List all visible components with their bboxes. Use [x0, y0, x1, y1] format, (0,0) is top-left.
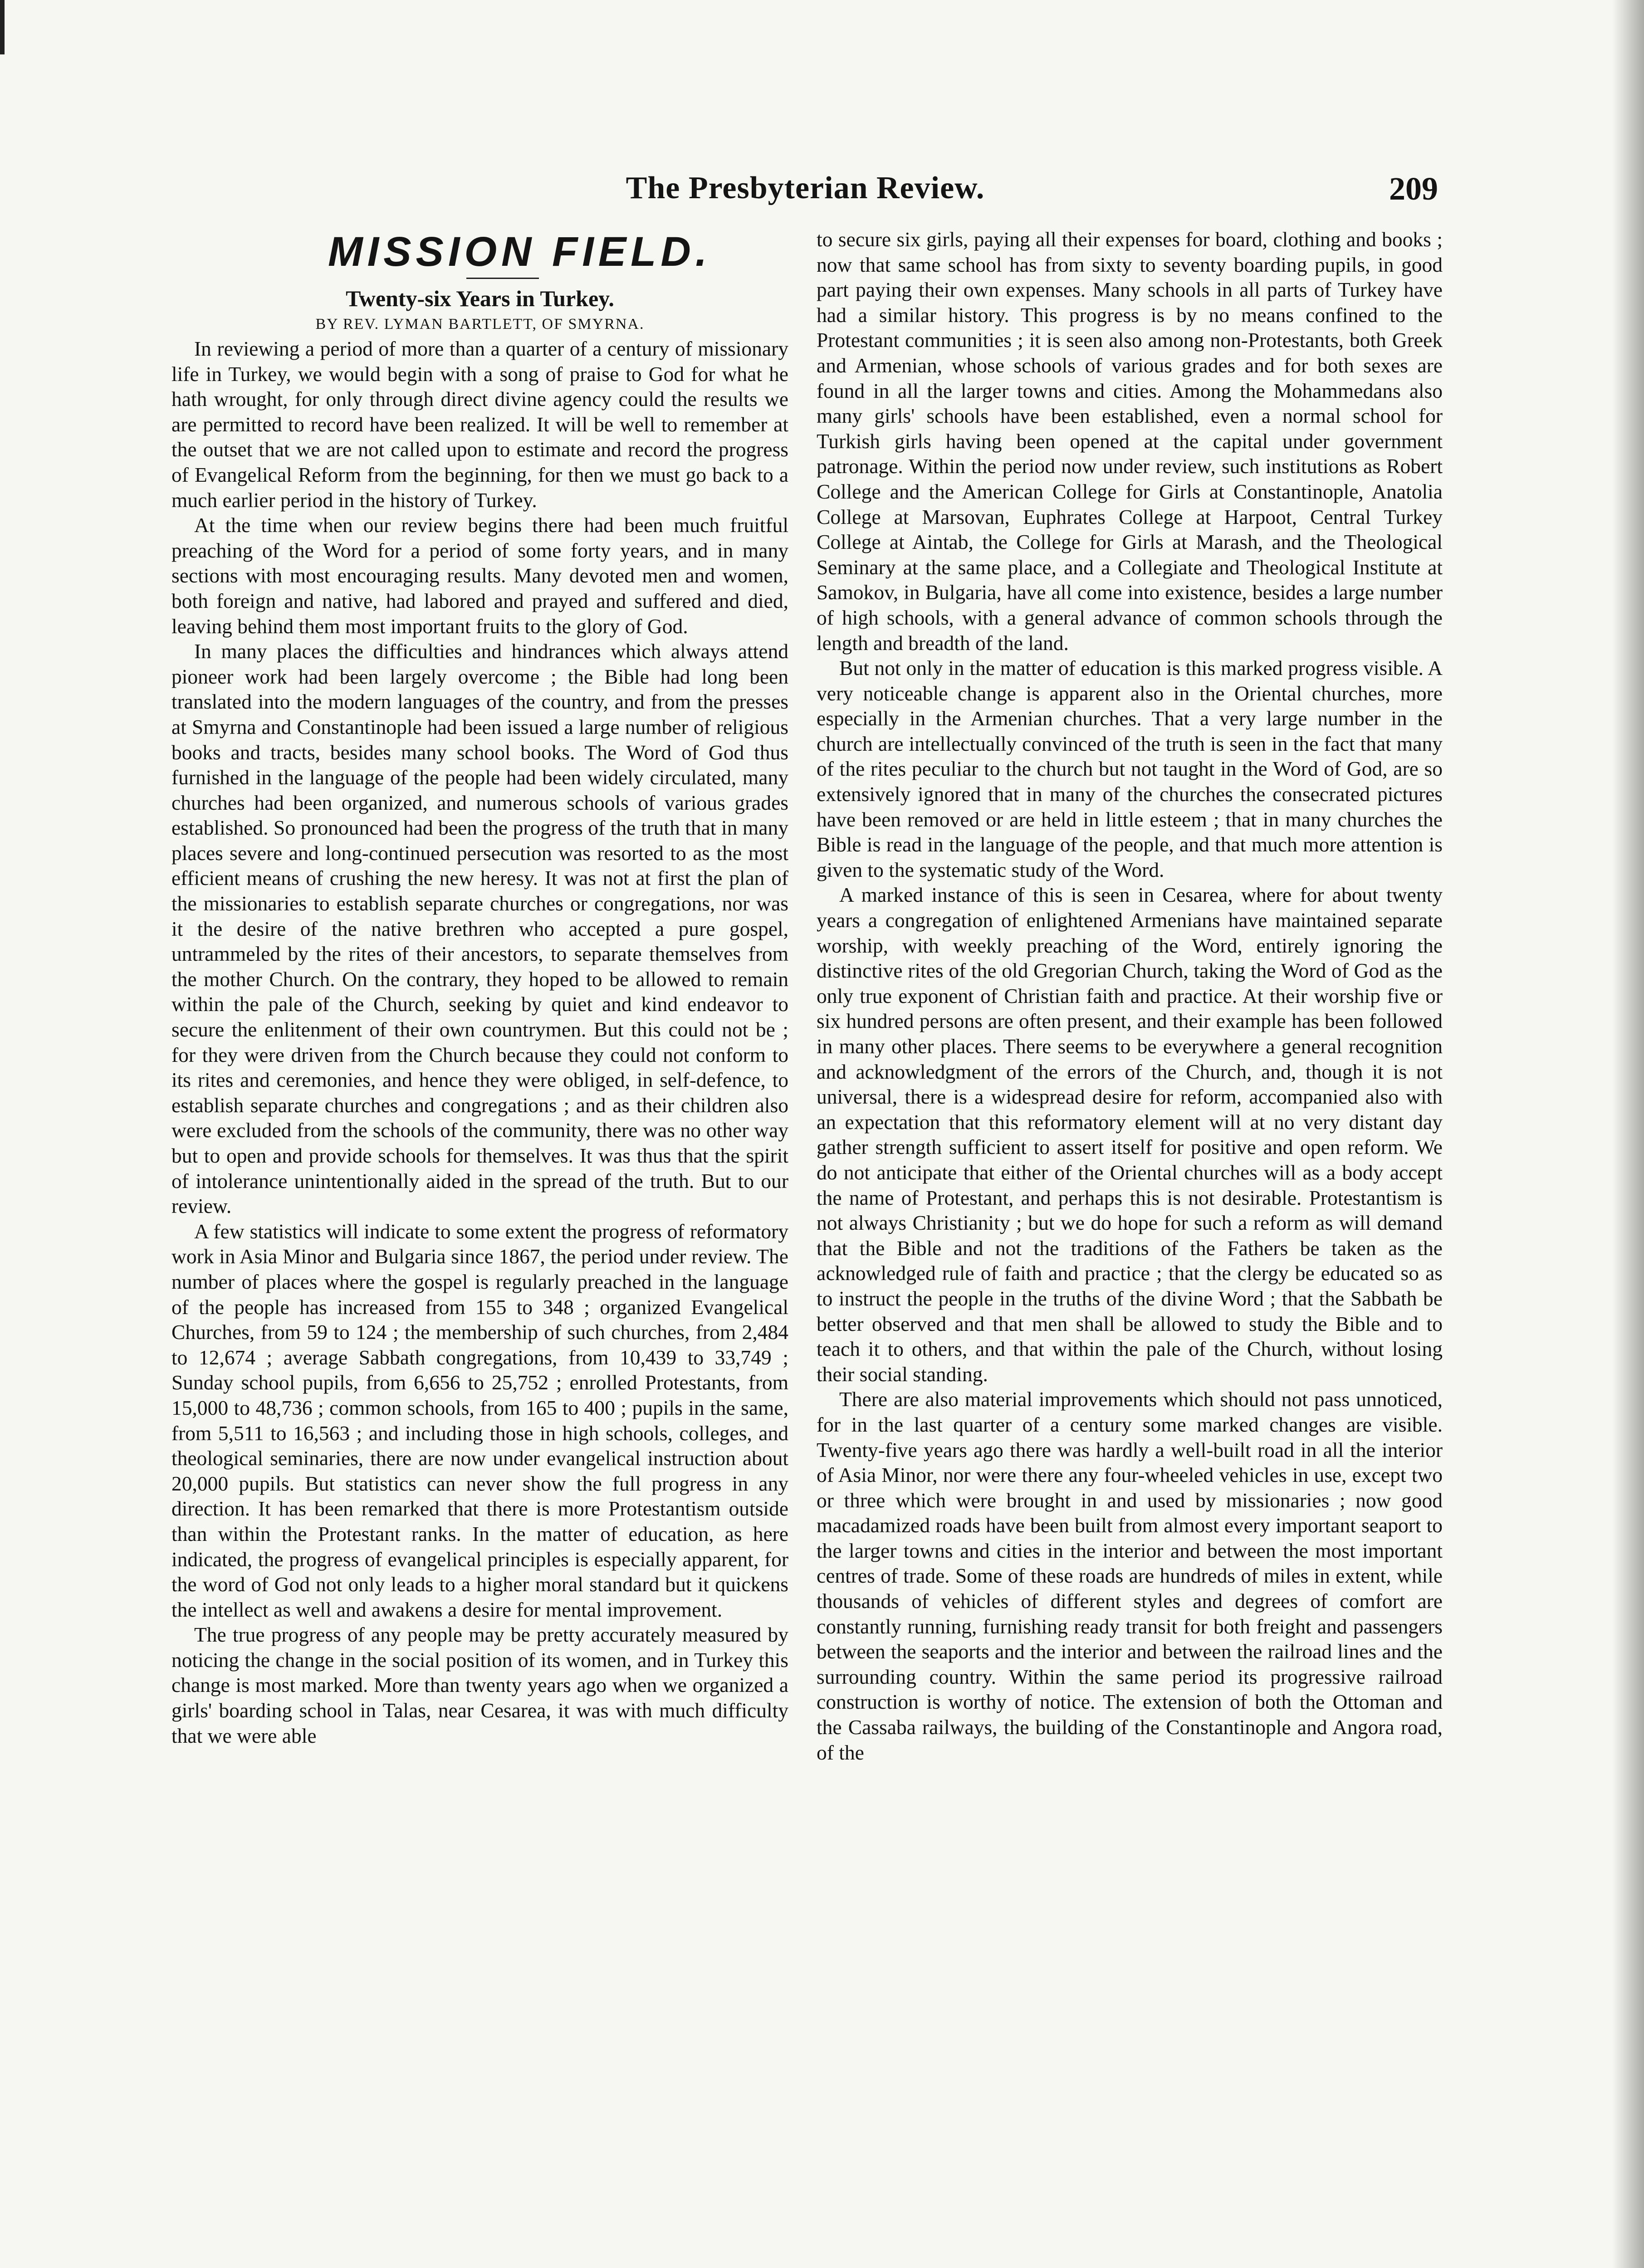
- left-column: [171, 227, 788, 1748]
- running-title: The Presbyterian Review.: [626, 171, 985, 205]
- paragraph: to secure six girls, paying all their expenses for board, clothing and books ; now that same school has from sixty to seventy boarding pupils, in good part paying their own expenses. Many schools in all parts of Turkey have had a similar history. This progress is by no means confined to the Protestant communities ; it is seen also among non-Protestants, both Greek and Armenian, whose schools of various grades and for both sexes are found in all the larger towns and cities. Among the Mohammedans also many girls' schools have been established, even a normal school for Turkish girls having been opened at the capital under government patronage. Within the period now under review, such institutions as Robert College and the American College for Girls at Constantinople, Anatolia College at Marsovan, Euphrates College at Harpoot, Central Turkey College at Aintab, the College for Girls at Marash, and the Theological Seminary at the same place, and a Collegiate and Theological Institute at Samokov, in Bulgaria, have all come into existence, besides a large number of high schools, with a general advance of common schools through the length and breadth of the land.: [817, 228, 1443, 655]
- title-rule: [466, 278, 539, 279]
- paragraph: A marked instance of this is seen in Cesarea, where for about twenty years a congregation of enlightened Armenians have maintained separate worship, with weekly preaching of the Word, entirely ignoring the distinctive rites of the old Gregorian Church, taking the Word of God as the only true exponent of Christian faith and practice. At their worship five or six hundred persons are often present, and their example has been followed in many other places. There seems to be everywhere a general recognition and acknowledgment of the errors of the Church, and, though it is not universal, there is a widespread desire for reform, accompanied also with an expectation that this reformatory element will at no very distant day gather strength sufficient to assert itself for positive and open reform. We do not anticipate that either of the Oriental churches will as a body accept the name of Protestant, and perhaps this is not desirable. Protestantism is not always Christianity ; but we do hope for such a reform as will demand that the Bible and not the traditions of the Fathers be taken as the acknowledged rule of faith and practice ; that the clergy be educated so as to instruct the people in the truths of the divine Word ; that the Sabbath be better observed and that men shall be allowed to study the Bible and to teach it to others, and that within the pale of the Church, without losing their social standing.: [817, 883, 1443, 1386]
- paragraph: At the time when our review begins there had been much fruitful preaching of the Word for a period of some forty years, and in many sections with most encouraging results. Many devoted men and women, both foreign and native, had labored and prayed and suffered and died, leaving behind them most important fruits to the glory of God.: [171, 513, 788, 638]
- page-header: [172, 170, 1438, 215]
- article-title: Twenty-six Years in Turkey.: [346, 286, 614, 311]
- scan-edge-left: [0, 0, 5, 54]
- page-number: 209: [1389, 171, 1438, 207]
- right-column: [817, 227, 1443, 1765]
- section-title: MISSION FIELD.: [328, 229, 712, 275]
- paragraph: The true progress of any people may be pretty accurately measured by noticing the change in the social position of its women, and in Turkey this change is most marked. More than twenty years ago when we organized a girls' boarding school in Talas, near Cesarea, it was with much difficulty that we were able: [171, 1623, 788, 1747]
- scan-edge-right: [1612, 0, 1644, 2268]
- paragraph: In reviewing a period of more than a quarter of a century of missionary life in Turkey, we would begin with a song of praise to God for what he hath wrought, for only through direct divine agency could the results we are permitted to record have been realized. It will be well to remember at the outset that we are not called upon to estimate and record the progress of Evangelical Reform from the beginning, for then we must go back to a much earlier period in the history of Turkey.: [171, 337, 788, 512]
- paragraph: In many places the difficulties and hindrances which always attend pioneer work had been largely overcome ; the Bible had long been translated into the modern languages of the country, and from the presses at Smyrna and Constantinople had been issued a large number of religious books and tracts, besides many school books. The Word of God thus furnished in the language of the people had been widely circulated, many churches had been organized, and numerous schools of various grades established. So pronounced had been the progress of the truth that in many places severe and long-continued persecution was resorted to as the most efficient means of crushing the new heresy. It was not at first the plan of the missionaries to establish separate churches or congregations, nor was it the desire of the native brethren who accepted a pure gospel, untrammeled by the rites of their ancestors, to separate themselves from the mother Church. On the contrary, they hoped to be allowed to remain within the pale of the Church, seeking by quiet and kind endeavor to secure the enlitenment of their own countrymen. But this could not be ; for they were driven from the Church because they could not conform to its rites and ceremonies, and hence they were obliged, in self-defence, to establish separate churches and congregations ; and as their children also were excluded from the schools of the community, there was no other way but to open and provide schools for themselves. It was thus that the spirit of intolerance unintentionally aided in the spread of the truth. But to our review.: [171, 640, 788, 1218]
- paragraph: A few statistics will indicate to some extent the progress of reformatory work in Asia Minor and Bulgaria since 1867, the period under review. The number of places where the gospel is regularly preached in the language of the people has increased from 155 to 348 ; organized Evangelical Churches, from 59 to 124 ; the membership of such churches, from 2,484 to 12,674 ; average Sabbath congregations, from 10,439 to 33,749 ; Sunday school pupils, from 6,656 to 25,752 ; enrolled Protestants, from 15,000 to 48,736 ; common schools, from 165 to 400 ; pupils in the same, from 5,511 to 16,563 ; and including those in high schools, colleges, and theological seminaries, there are now under evangelical instruction about 20,000 pupils. But statistics can never show the full progress in any direction. It has been remarked that there is more Protestantism outside than within the Protestant ranks. In the matter of education, as here indicated, the progress of evangelical principles is especially apparent, for the word of God not only leads to a higher moral standard but it quickens the intellect as well and awakens a desire for mental improvement.: [171, 1219, 788, 1621]
- paragraph: There are also material improvements which should not pass unnoticed, for in the last quarter of a century some marked changes are visible. Twenty-five years ago there was hardly a well-built road in all the interior of Asia Minor, nor were there any four-wheeled vehicles in use, except two or three which were brought in and used by missionaries ; now good macadamized roads have been built from almost every important seaport to the larger towns and cities in the interior and between the most important centres of trade. Some of these roads are hundreds of miles in extent, while thousands of vehicles of different styles and degrees of comfort are constantly running, furnishing ready transit for both freight and passengers between the seaports and the interior and between the railroad lines and the surrounding country. Within the same period its progressive railroad construction is worthy of notice. The extension of both the Ottoman and the Cassaba railways, the building of the Constantinople and Angora road, of the: [817, 1388, 1443, 1764]
- paragraph: But not only in the matter of education is this marked progress visible. A very noticeable change is apparent also in the Oriental churches, more especially in the Armenian churches. That a very large number in the church are intellectually convinced of the truth is seen in the fact that many of the rites peculiar to the church but not taught in the Word of God, are so extensively ignored that in many of the churches the consecrated pictures have been removed or are held in little esteem ; that in many churches the Bible is read in the language of the people, and that much more attention is given to the systematic study of the Word.: [817, 656, 1443, 881]
- article-byline: BY REV. LYMAN BARTLETT, OF SMYRNA.: [315, 316, 645, 332]
